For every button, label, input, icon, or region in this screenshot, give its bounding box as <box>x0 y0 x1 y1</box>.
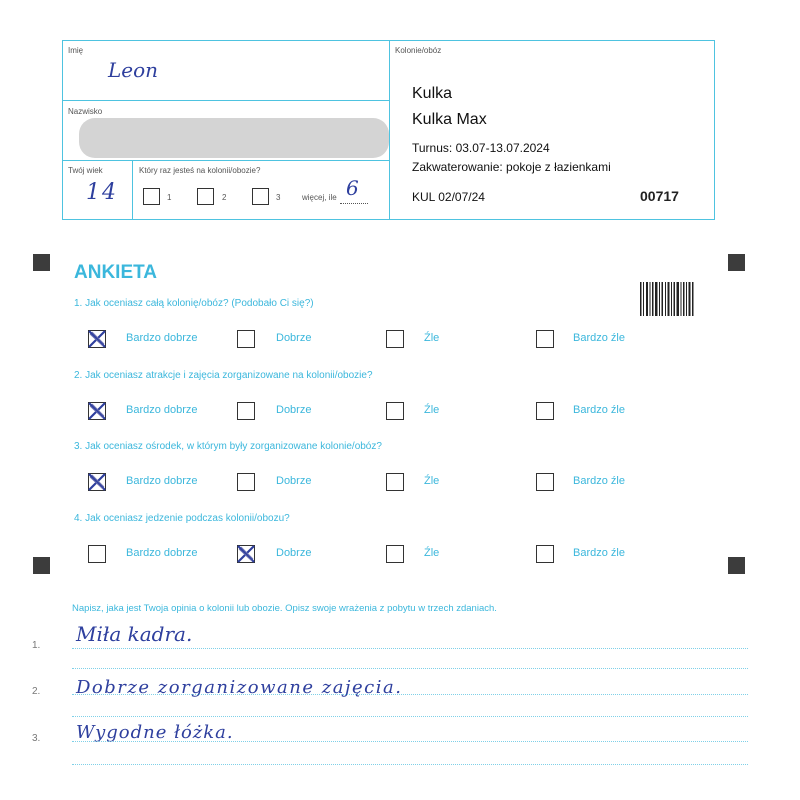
opinion-line-number-2: 2. <box>32 686 41 697</box>
nazwisko-redacted <box>79 118 389 158</box>
question-1-option-3-label: Źle <box>424 332 440 344</box>
opinion-line-2b <box>72 716 748 717</box>
opinion-line-3b <box>72 764 748 765</box>
visits-option-1: 1 <box>167 193 172 202</box>
question-3-option-4-label: Bardzo źle <box>573 475 625 487</box>
wiek-value[interactable]: 14 <box>86 180 118 205</box>
question-4-text: 4. Jak oceniasz jedzenie podczas kolonii/obozu? <box>74 513 290 524</box>
question-2-option-4-label: Bardzo źle <box>573 404 625 416</box>
question-2-checkbox-3[interactable] <box>386 402 404 420</box>
registration-marker-top-left <box>33 254 50 271</box>
opinion-line-2 <box>72 694 748 695</box>
question-1-option-4-label: Bardzo źle <box>573 332 625 344</box>
question-3-option-3-label: Źle <box>424 475 440 487</box>
visits-option-2: 2 <box>222 193 227 202</box>
question-3-option-2-label: Dobrze <box>276 475 312 487</box>
question-3-checkbox-3[interactable] <box>386 473 404 491</box>
question-2-checkbox-4[interactable] <box>536 402 554 420</box>
opinion-line-number-3: 3. <box>32 733 41 744</box>
divider-nazwisko <box>62 160 390 161</box>
question-3-option-1-label: Bardzo dobrze <box>126 475 198 487</box>
question-4-checkbox-3[interactable] <box>386 545 404 563</box>
barcode <box>640 282 695 316</box>
question-1-checkbox-1[interactable] <box>88 330 106 348</box>
question-4-option-2-label: Dobrze <box>276 547 312 559</box>
wiecej-label: więcej, ile <box>302 193 337 202</box>
registration-marker-top-right <box>728 254 745 271</box>
question-3-text: 3. Jak oceniasz ośrodek, w którym były zorganizowane kolonie/obóz? <box>74 441 382 452</box>
question-4-option-4-label: Bardzo źle <box>573 547 625 559</box>
checkmark-x-icon <box>86 400 108 422</box>
visits-checkbox-2[interactable] <box>197 188 214 205</box>
question-1-checkbox-4[interactable] <box>536 330 554 348</box>
question-4-option-1-label: Bardzo dobrze <box>126 547 198 559</box>
checkmark-x-icon <box>86 471 108 493</box>
opinion-line-3 <box>72 741 748 742</box>
opinion-text-2[interactable]: Dobrze zorganizowane zajęcia. <box>76 677 403 698</box>
question-4-checkbox-1[interactable] <box>88 545 106 563</box>
checkmark-x-icon <box>86 328 108 350</box>
opinion-text-3[interactable]: Wygodne łóżka. <box>76 722 234 743</box>
divider-wiek <box>132 160 133 220</box>
imie-label: Imię <box>68 46 84 55</box>
visits-checkbox-1[interactable] <box>143 188 160 205</box>
question-2-text: 2. Jak oceniasz atrakcje i zajęcia zorganizowane na kolonii/obozie? <box>74 370 373 381</box>
opinion-prompt: Napisz, jaka jest Twoja opinia o kolonii lub obozie. Opisz swoje wrażenia z pobytu w trzech zdaniach. <box>72 603 497 614</box>
wiek-label: Twój wiek <box>68 166 103 175</box>
turnus-text: Turnus: 03.07-13.07.2024 <box>412 141 550 155</box>
question-4-checkbox-2[interactable] <box>237 545 255 563</box>
imie-value[interactable]: Leon <box>108 58 159 82</box>
question-2-option-2-label: Dobrze <box>276 404 312 416</box>
opinion-line-number-1: 1. <box>32 640 41 651</box>
question-1-text: 1. Jak oceniasz całą kolonię/obóz? (Podobało Ci się?) <box>74 298 314 309</box>
wiecej-value[interactable]: 6 <box>346 176 359 200</box>
opinion-line-1b <box>72 668 748 669</box>
divider-imie <box>62 100 390 101</box>
ktory-raz-label: Który raz jesteś na kolonii/obozie? <box>139 166 261 175</box>
question-2-checkbox-2[interactable] <box>237 402 255 420</box>
visits-option-3: 3 <box>276 193 281 202</box>
question-3-checkbox-1[interactable] <box>88 473 106 491</box>
question-1-option-2-label: Dobrze <box>276 332 312 344</box>
question-1-checkbox-3[interactable] <box>386 330 404 348</box>
question-1-option-1-label: Bardzo dobrze <box>126 332 198 344</box>
registration-marker-bottom-right <box>728 557 745 574</box>
question-4-option-3-label: Źle <box>424 547 440 559</box>
form-code: KUL 02/07/24 <box>412 190 485 204</box>
zakwaterowanie-text: Zakwaterowanie: pokoje z łazienkami <box>412 160 611 174</box>
question-4-checkbox-4[interactable] <box>536 545 554 563</box>
nazwisko-label: Nazwisko <box>68 107 103 116</box>
form-number: 00717 <box>640 188 679 204</box>
question-1-checkbox-2[interactable] <box>237 330 255 348</box>
kolonie-name-2: Kulka Max <box>412 111 487 128</box>
question-3-checkbox-2[interactable] <box>237 473 255 491</box>
wiecej-dotted-line <box>340 203 368 204</box>
opinion-line-1 <box>72 648 748 649</box>
checkmark-x-icon <box>235 543 257 565</box>
opinion-text-1[interactable]: Miła kadra. <box>76 622 193 646</box>
kolonie-label: Kolonie/obóz <box>395 46 442 55</box>
question-3-checkbox-4[interactable] <box>536 473 554 491</box>
visits-checkbox-3[interactable] <box>252 188 269 205</box>
kolonie-name-1: Kulka <box>412 85 453 102</box>
question-2-checkbox-1[interactable] <box>88 402 106 420</box>
question-2-option-3-label: Źle <box>424 404 440 416</box>
survey-title: ANKIETA <box>74 262 158 283</box>
question-2-option-1-label: Bardzo dobrze <box>126 404 198 416</box>
registration-marker-bottom-left <box>33 557 50 574</box>
